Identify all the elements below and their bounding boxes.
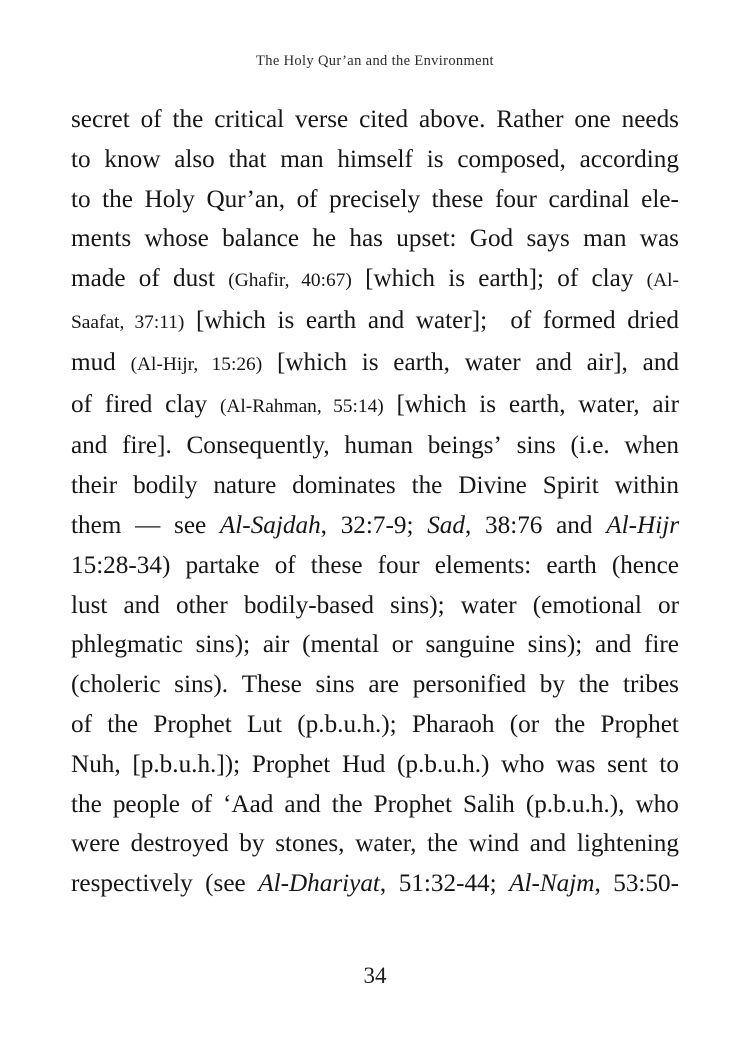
body-line (71, 705, 679, 745)
body-line (71, 864, 679, 904)
body-word: Prophet (251, 750, 331, 778)
body-word: when (624, 432, 679, 460)
body-word: know (104, 145, 161, 173)
citation-reference: , 40:67) (284, 270, 352, 292)
body-word: These (241, 671, 302, 699)
body-word: (or (509, 710, 540, 738)
body-line (71, 180, 679, 220)
citation-reference: ( (646, 270, 654, 292)
body-word: of (274, 551, 296, 579)
body-word: sins); (390, 591, 445, 619)
body-word: sent (607, 750, 648, 778)
body-word: within (614, 472, 679, 500)
body-word: Prophet (373, 790, 452, 818)
citation-surah-name: Al- (653, 270, 679, 292)
body-word: has (349, 225, 383, 253)
body-word: Salih (463, 790, 515, 818)
body-word: their (71, 472, 118, 500)
body-line (71, 785, 679, 825)
citation-reference: ( (228, 270, 235, 292)
body-line (71, 301, 679, 343)
body-word: (p.b.u.h.), (525, 790, 625, 818)
body-word: the (331, 790, 363, 818)
body-line (71, 426, 679, 466)
body-word: precisely (329, 185, 421, 213)
body-word: 15:28-34) (71, 551, 171, 579)
body-word: sins); (527, 631, 583, 659)
body-word: Prophet (600, 710, 679, 738)
body-line (71, 586, 679, 626)
body-text-run: [which is earth and water]; of formed dried (184, 306, 679, 334)
body-word: balance (222, 225, 300, 253)
body-word: these (431, 185, 484, 213)
body-line (71, 259, 679, 301)
citation-reference: ( (130, 353, 138, 375)
body-word: upset: (396, 225, 457, 253)
body-word: who (635, 790, 679, 818)
body-word: himself (337, 145, 413, 173)
body-word: and (594, 631, 632, 659)
body-word: other (175, 591, 228, 619)
body-line (71, 824, 679, 864)
body-word: of (140, 106, 162, 133)
body-word: and (284, 790, 321, 818)
body-word: Consequently, (186, 432, 330, 460)
citation-surah-name: Al-Rahman (226, 395, 317, 417)
body-word: above. (418, 106, 486, 133)
body-text-run: , 38:76 and (464, 511, 607, 539)
body-word: was (556, 750, 596, 778)
body-word: Lut (247, 710, 282, 738)
body-text-run: made of dust (71, 265, 229, 293)
body-text-run: them — see (71, 511, 220, 539)
body-word: by (539, 671, 565, 699)
body-word: ‘Aad (223, 790, 274, 818)
body-word: whose (144, 225, 209, 253)
body-word: (p.b.u.h.) (397, 750, 490, 778)
body-word: elements: (434, 551, 532, 579)
body-word: Divine (458, 472, 527, 500)
body-word: people (112, 790, 180, 818)
body-word: earth (546, 551, 597, 579)
body-word: wind (468, 830, 520, 858)
body-word: sins (315, 671, 355, 699)
body-word: verse (295, 106, 349, 133)
body-word: to (71, 185, 91, 213)
body-word: of (190, 790, 212, 818)
body-word: ele- (641, 185, 679, 213)
surah-name-italic: Al-Sajdah (219, 511, 321, 539)
body-word: composed, (457, 145, 566, 173)
body-line-runs (71, 512, 679, 539)
body-text-run: respectively (see (71, 870, 259, 898)
body-word: ments (71, 225, 132, 253)
body-word: [p.b.u.h.]); (132, 750, 241, 778)
body-word: the (107, 710, 139, 738)
citation-reference: ( (219, 395, 227, 417)
body-line-runs (71, 349, 679, 376)
body-word: also (174, 145, 215, 173)
body-word: Nuh, (71, 750, 121, 778)
body-word: (choleric (71, 671, 161, 699)
body-text-run: , 32:7-9; (320, 511, 428, 539)
body-word: human (344, 432, 413, 460)
body-word: four (494, 185, 537, 213)
citation-reference: , 55:14) (316, 395, 384, 417)
body-word: Spirit (542, 472, 599, 500)
body-word: that (228, 145, 267, 173)
body-word: water, (355, 830, 417, 858)
body-word: Rather (496, 106, 564, 133)
body-word: the (172, 106, 204, 133)
body-word: says (526, 225, 570, 253)
body-word: Hud (341, 750, 386, 778)
body-word: the (411, 472, 443, 500)
surah-name-italic: Al-Dhariyat (258, 870, 380, 898)
body-word: Qur’an, (206, 185, 286, 213)
surah-name-italic: Al-Hijr (606, 511, 679, 539)
body-word: sins). (174, 671, 229, 699)
body-word: God (469, 225, 514, 253)
body-text-block (71, 100, 679, 904)
body-text-run: [which is earth]; of clay (351, 265, 647, 293)
body-word: the (427, 830, 458, 858)
body-word: are (368, 671, 400, 699)
body-word: man (583, 225, 627, 253)
body-word: to (71, 145, 91, 173)
body-line (71, 100, 679, 140)
surah-name-italic: Sad (427, 511, 465, 539)
body-word: sanguine (425, 631, 515, 659)
body-word: Prophet (153, 710, 232, 738)
body-line (71, 219, 679, 259)
body-word: bodily (133, 472, 198, 500)
body-word: the (578, 671, 610, 699)
body-word: who (501, 750, 545, 778)
body-word: the (71, 790, 102, 818)
body-word: fire (644, 631, 679, 659)
body-word: of (71, 710, 92, 738)
body-word: were (71, 830, 120, 858)
body-line-runs (71, 391, 679, 418)
body-line (71, 385, 679, 427)
body-word: lightening (576, 830, 679, 858)
body-word: these (310, 551, 363, 579)
body-word: of (296, 185, 318, 213)
body-word: was (639, 225, 679, 253)
body-word: partake (185, 551, 260, 579)
citation-surah-name: Al-Hijr (137, 353, 194, 375)
body-word: or (657, 591, 679, 619)
body-text-run: [which is earth, water and air], and (262, 348, 680, 376)
body-word: lust (71, 591, 108, 619)
body-word: sins (516, 432, 556, 460)
body-word: secret (71, 106, 130, 133)
body-word: man (280, 145, 324, 173)
surah-name-italic: Al-Najm (509, 870, 595, 898)
body-word: the (554, 710, 586, 738)
body-line (71, 625, 679, 665)
body-word: air (262, 631, 290, 659)
body-word: four (377, 551, 420, 579)
body-word: needs (621, 106, 679, 133)
body-word: destroyed (130, 830, 229, 858)
body-word: fire]. (122, 432, 172, 460)
body-word: critical (214, 106, 285, 133)
body-word: tribes (623, 671, 679, 699)
body-word: is (426, 145, 444, 173)
body-line (71, 140, 679, 180)
body-line (71, 466, 679, 506)
body-word: Holy (144, 185, 195, 213)
body-word: dominates (292, 472, 396, 500)
body-word: water (460, 591, 517, 619)
body-word: (i.e. (570, 432, 610, 460)
body-word: bodily-based (243, 591, 374, 619)
body-word: cited (359, 106, 409, 133)
body-word: one (574, 106, 611, 133)
body-word: by (239, 830, 265, 858)
citation-surah-name: Ghafir (234, 270, 285, 292)
body-text-run: [which is earth, water, air (383, 390, 679, 418)
body-word: nature (213, 472, 277, 500)
running-head: The Holy Qur’an and the Environment (256, 53, 494, 69)
body-word: according (579, 145, 679, 173)
page-number-folio: 34 (363, 963, 387, 988)
body-word: beings’ (427, 432, 502, 460)
body-text-run: , 53:50- (594, 870, 679, 898)
body-word: and (71, 432, 108, 460)
body-word: personified (412, 671, 527, 699)
citation-reference: , 15:26) (193, 353, 263, 375)
body-word: (hence (611, 551, 679, 579)
body-line (71, 506, 679, 546)
body-word: Pharaoh (411, 710, 495, 738)
body-word: or (391, 631, 413, 659)
body-line (71, 665, 679, 705)
body-line (71, 343, 679, 385)
body-line (71, 745, 679, 785)
body-word: (emotional (532, 591, 642, 619)
body-word: sins); (195, 631, 251, 659)
body-text-run: , 51:32-44; (379, 870, 510, 898)
body-word: (mental (302, 631, 380, 659)
body-word: and (123, 591, 160, 619)
body-word: (p.b.u.h.); (297, 710, 397, 738)
body-word: the (102, 185, 133, 213)
body-word: phlegmatic (71, 631, 183, 659)
body-text-run: mud (71, 348, 131, 376)
citation-surah-name: Saafat (71, 311, 120, 333)
body-line (71, 546, 679, 586)
body-line-runs (71, 870, 679, 897)
body-word: and (529, 830, 567, 858)
body-line-runs (71, 265, 679, 292)
body-word: stones, (275, 830, 345, 858)
citation-reference: , 37:11) (119, 311, 185, 333)
body-text-run: of fired clay (71, 390, 220, 418)
body-line-runs (71, 307, 679, 334)
body-word: he (312, 225, 337, 253)
body-word: to (659, 750, 679, 778)
body-word: cardinal (548, 185, 630, 213)
